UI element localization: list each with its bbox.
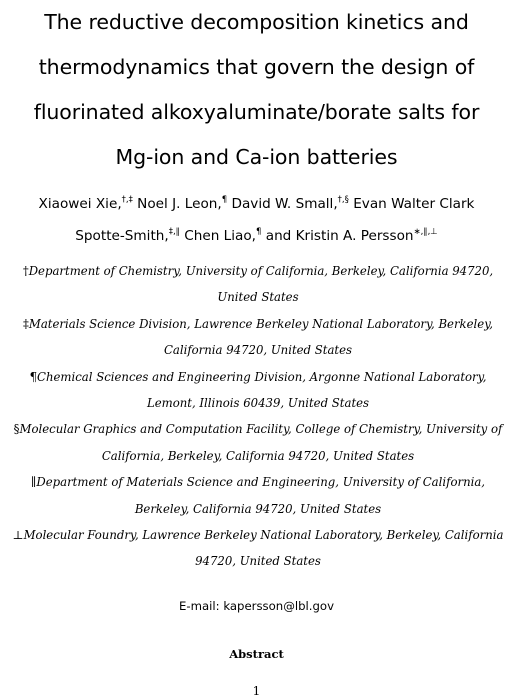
author-name: Noel J. Leon, bbox=[137, 196, 222, 212]
paper-title bbox=[0, 0, 513, 180]
affiliation bbox=[4, 258, 512, 311]
email-address[interactable]: kapersson@lbl.gov bbox=[223, 599, 334, 613]
affiliation-text: Materials Science Division, Lawrence Berkeley National Laboratory, Berkeley, California 94720, United States bbox=[28, 316, 493, 358]
affiliation-mark: ¶ bbox=[29, 369, 38, 384]
corresponding-email bbox=[0, 594, 513, 618]
affiliation-mark: ⊥ bbox=[12, 528, 24, 543]
title-line: fluorinated alkoxyaluminate/borate salts for bbox=[33, 100, 480, 124]
affiliation-text: Molecular Graphics and Computation Facility, College of Chemistry, University of California, Berkeley, California 94720, United States bbox=[19, 422, 503, 463]
author-line bbox=[0, 188, 513, 220]
author-name: Xiaowei Xie, bbox=[38, 196, 122, 212]
affiliation-marks: ∗,∥,⊥ bbox=[413, 227, 438, 237]
author-name: Chen Liao, bbox=[184, 228, 256, 244]
affiliation-marks: ‡,∥ bbox=[168, 227, 180, 237]
author-name: Spotte-Smith, bbox=[75, 228, 169, 244]
affiliation bbox=[4, 416, 512, 469]
email-label: E-mail: bbox=[179, 599, 220, 613]
title-line: The reductive decomposition kinetics and bbox=[44, 10, 469, 34]
author-line bbox=[0, 220, 513, 252]
title-line: Mg-ion and Ca-ion batteries bbox=[115, 145, 398, 169]
affiliation-marks: †,§ bbox=[337, 195, 349, 205]
affiliation-marks: †,‡ bbox=[121, 195, 133, 205]
affiliation bbox=[4, 469, 512, 522]
affiliation-text: Department of Materials Science and Engineering, University of California, Berkeley, California 94720, United States bbox=[36, 475, 486, 516]
affiliation-text: Chemical Sciences and Engineering Division, Argonne National Laboratory, Lemont, Illinois 60439, United States bbox=[37, 369, 487, 411]
affiliation-mark: ∥ bbox=[30, 475, 37, 490]
page-number: 1 bbox=[252, 684, 261, 698]
author-list bbox=[0, 188, 513, 252]
title-line: thermodynamics that govern the design of bbox=[38, 55, 475, 79]
affiliation-marks: ¶ bbox=[255, 227, 262, 237]
affiliation-list bbox=[4, 258, 512, 575]
affiliation-mark: † bbox=[22, 264, 29, 278]
abstract-heading: Abstract bbox=[229, 647, 284, 661]
affiliation-marks: ¶ bbox=[221, 195, 228, 205]
author-name: David W. Small, bbox=[231, 196, 338, 212]
affiliation bbox=[4, 522, 512, 575]
affiliation bbox=[4, 311, 512, 364]
affiliation bbox=[4, 364, 512, 417]
author-name: Evan Walter Clark bbox=[353, 196, 475, 212]
author-name: and Kristin A. Persson bbox=[265, 228, 414, 244]
affiliation-text: Molecular Foundry, Lawrence Berkeley National Laboratory, Berkeley, California 94720, United States bbox=[23, 528, 504, 569]
affiliation-mark: § bbox=[13, 422, 20, 437]
affiliation-text: Department of Chemistry, University of California, Berkeley, California 94720, United States bbox=[28, 264, 494, 305]
affiliation-mark: ‡ bbox=[23, 316, 29, 331]
